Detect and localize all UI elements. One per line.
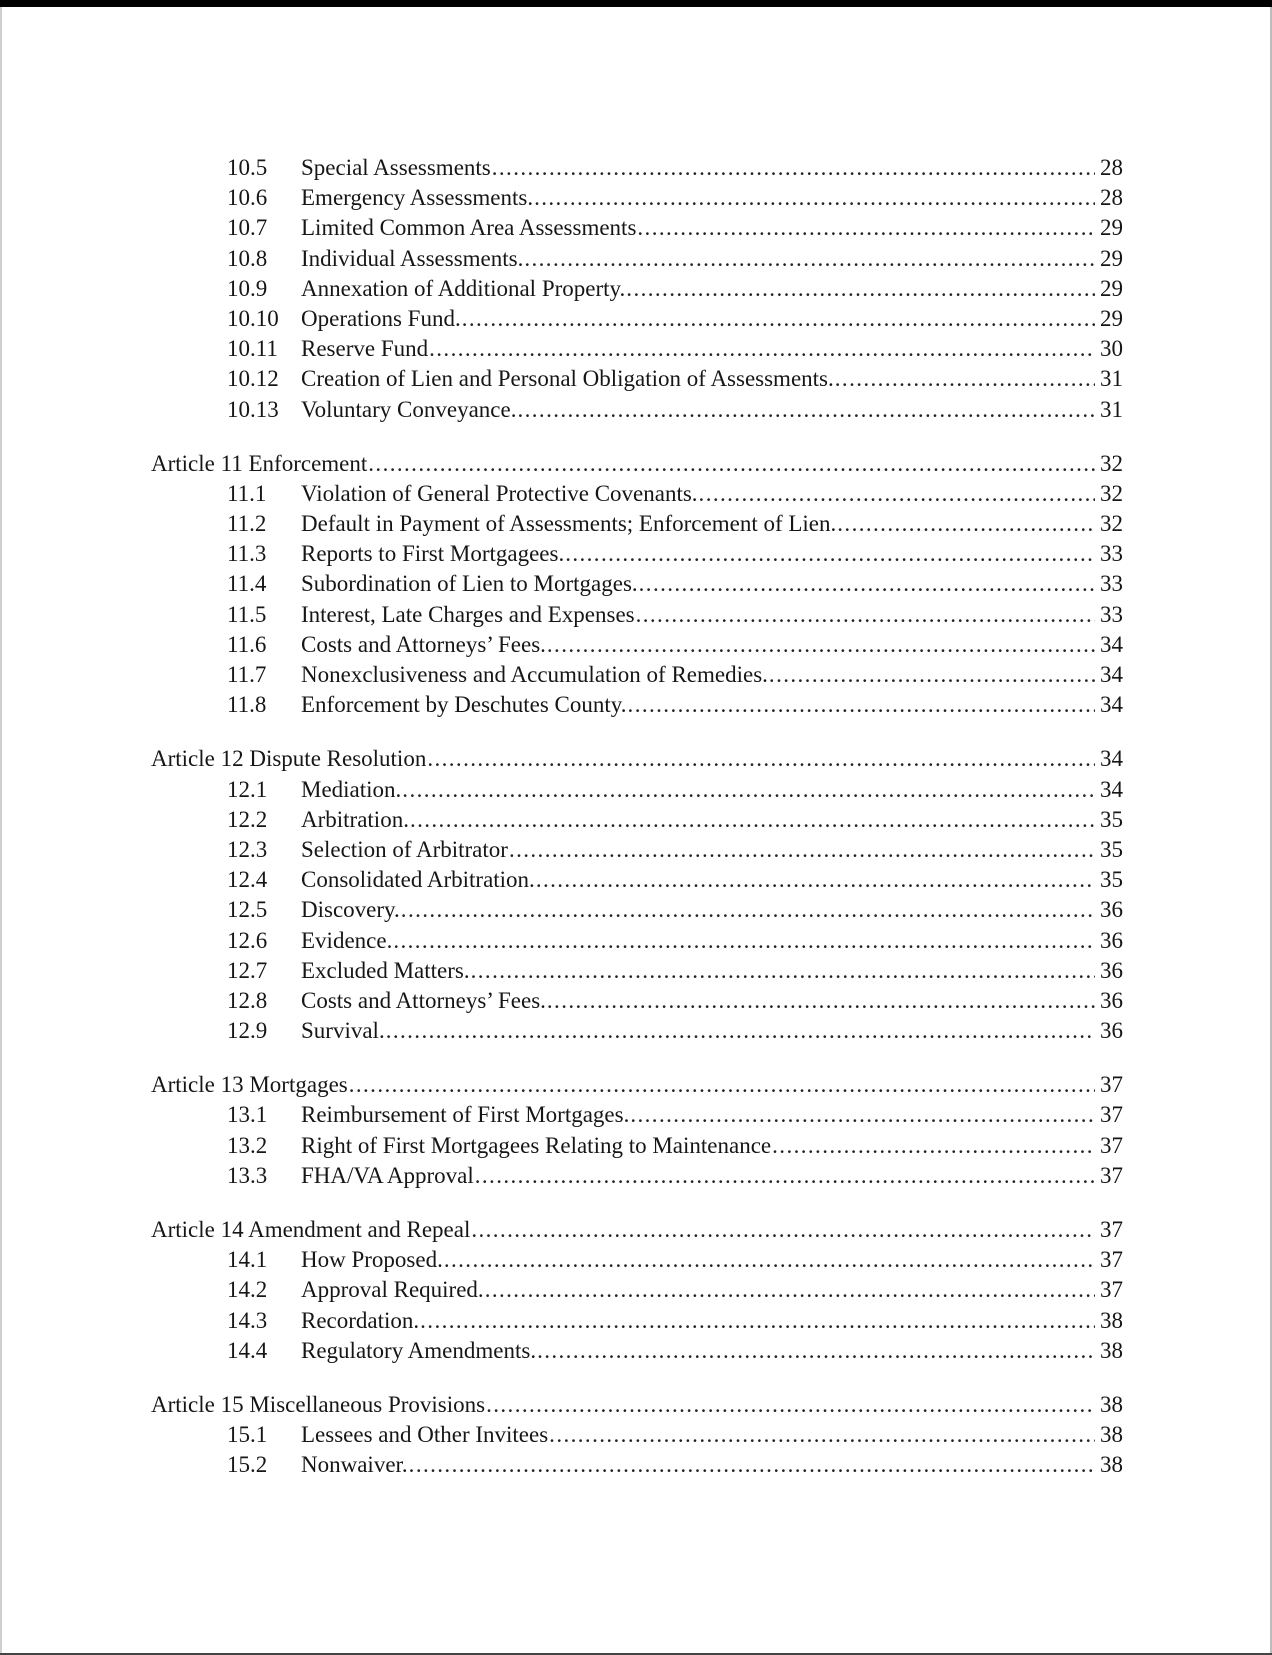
toc-section-entry (151, 1306, 1123, 1336)
dot-leader (636, 600, 1095, 630)
dot-leader (486, 1390, 1095, 1420)
page-number: 38 (1100, 1452, 1123, 1478)
page-number: 35 (1100, 867, 1123, 893)
page-number: 32 (1100, 450, 1123, 476)
toc-section-entry (151, 986, 1123, 1016)
dot-leader (420, 1306, 1095, 1336)
section-title: Consolidated Arbitration. (301, 867, 535, 893)
section-title: Lessees and Other Invitees (301, 1422, 549, 1448)
toc-section-entry (151, 244, 1123, 274)
toc-section-entry (151, 956, 1123, 986)
section-title: Operations Fund. (301, 305, 461, 331)
table-of-contents (151, 153, 1123, 1505)
section-number: 10.6 (227, 185, 268, 211)
section-number: 14.4 (227, 1337, 268, 1363)
toc-article-heading (151, 1070, 1123, 1100)
section-title: Arbitration. (301, 806, 409, 832)
dot-leader (401, 895, 1095, 925)
toc-section-entry (151, 479, 1123, 509)
toc-section-entry (151, 1450, 1123, 1480)
toc-section-entry (151, 304, 1123, 334)
section-number: 11.2 (227, 511, 267, 537)
section-title: Annexation of Additional Property. (301, 275, 626, 301)
toc-section-entry (151, 1245, 1123, 1275)
toc-section-entry (151, 153, 1123, 183)
dot-leader (565, 539, 1095, 569)
section-number: 10.11 (227, 336, 278, 362)
dot-leader (772, 1131, 1095, 1161)
section-title: Default in Payment of Assessments; Enforcement of Lien. (301, 511, 837, 537)
section-title: How Proposed. (301, 1247, 443, 1273)
section-title: Discovery. (301, 897, 400, 923)
dot-leader (547, 986, 1095, 1016)
toc-section-entry (151, 1336, 1123, 1366)
toc-section-entry (151, 1275, 1123, 1305)
toc-section-entry (151, 630, 1123, 660)
section-number: 12.7 (227, 957, 268, 983)
section-number: 11.6 (227, 631, 267, 657)
toc-section-entry (151, 509, 1123, 539)
page-number: 34 (1100, 662, 1123, 687)
section-number: 15.1 (227, 1422, 268, 1448)
page-number: 32 (1100, 480, 1123, 506)
toc-section-entry (151, 895, 1123, 925)
section-title: Excluded Matters. (301, 957, 470, 983)
page-number: 38 (1100, 1391, 1123, 1417)
toc-section-entry (151, 213, 1123, 243)
section-number: 15.2 (227, 1452, 268, 1478)
toc-section-entry (151, 1161, 1123, 1191)
toc-section-entry (151, 395, 1123, 425)
page-number: 38 (1100, 1337, 1123, 1363)
toc-article-heading (151, 744, 1123, 774)
section-title: Reports to First Mortgagees. (301, 541, 565, 567)
page-number: 35 (1100, 836, 1123, 862)
page-number: 32 (1100, 511, 1123, 537)
page-number: 29 (1100, 215, 1123, 241)
toc-section-entry (151, 1420, 1123, 1450)
page-number: 31 (1100, 366, 1123, 392)
dot-leader (537, 1336, 1095, 1366)
dot-leader (509, 835, 1095, 865)
section-title: Mediation. (301, 776, 402, 802)
dot-leader (471, 956, 1095, 986)
dot-leader (444, 1245, 1095, 1275)
page-number: 29 (1100, 305, 1123, 331)
section-title: FHA/VA Approval (301, 1162, 474, 1188)
section-title: Regulatory Amendments. (301, 1337, 537, 1363)
toc-article-group (151, 1390, 1123, 1481)
section-number: 11.5 (227, 601, 267, 627)
dot-leader (536, 865, 1095, 895)
toc-section-entry (151, 183, 1123, 213)
toc-article-group (151, 1215, 1123, 1366)
toc-section-entry (151, 690, 1123, 720)
page-number: 34 (1100, 631, 1123, 657)
section-title: Approval Required. (301, 1277, 484, 1303)
section-number: 12.5 (227, 897, 268, 923)
section-title: Individual Assessments. (301, 245, 524, 271)
toc-section-entry (151, 1100, 1123, 1130)
toc-section-entry (151, 334, 1123, 364)
section-number: 14.2 (227, 1277, 268, 1303)
page-number: 37 (1100, 1277, 1123, 1303)
page-number: 31 (1100, 396, 1123, 422)
toc-article-heading (151, 449, 1123, 479)
article-title: Article 12 Dispute Resolution (151, 746, 427, 772)
toc-article-group (151, 449, 1123, 721)
dot-leader (410, 805, 1095, 835)
section-number: 12.3 (227, 836, 268, 862)
page-number: 37 (1100, 1072, 1123, 1098)
section-title: Reserve Fund (301, 336, 429, 362)
section-title: Nonexclusiveness and Accumulation of Remedies. (301, 662, 768, 687)
page-number: 36 (1100, 957, 1123, 983)
toc-section-entry (151, 926, 1123, 956)
section-number: 14.1 (227, 1247, 268, 1273)
toc-article-heading (151, 1215, 1123, 1245)
section-number: 13.3 (227, 1162, 268, 1188)
page-number: 33 (1100, 571, 1123, 597)
dot-leader (475, 1161, 1095, 1191)
dot-leader (534, 183, 1095, 213)
toc-section-entry (151, 600, 1123, 630)
section-title: Reimbursement of First Mortgages. (301, 1102, 630, 1128)
dot-leader (628, 690, 1095, 720)
page-number: 33 (1100, 541, 1123, 567)
page-number: 35 (1100, 806, 1123, 832)
page-number: 38 (1100, 1422, 1123, 1448)
page-number: 37 (1100, 1217, 1123, 1242)
dot-leader (402, 775, 1095, 805)
dot-leader (769, 660, 1095, 690)
toc-article-group (151, 744, 1123, 1046)
toc-article-heading (151, 1390, 1123, 1420)
scan-top-border (0, 0, 1272, 7)
section-title: Limited Common Area Assessments (301, 215, 637, 241)
page-number: 36 (1100, 927, 1123, 953)
page-number: 29 (1100, 275, 1123, 301)
page-number: 29 (1100, 245, 1123, 271)
toc-section-entry (151, 274, 1123, 304)
section-title: Special Assessments (301, 155, 491, 180)
toc-section-entry (151, 805, 1123, 835)
section-title: Costs and Attorneys’ Fees. (301, 631, 546, 657)
dot-leader (471, 1215, 1095, 1245)
section-number: 12.6 (227, 927, 268, 953)
page-number: 37 (1100, 1162, 1123, 1188)
section-number: 10.5 (227, 155, 268, 180)
section-number: 10.10 (227, 305, 279, 331)
article-title: Article 14 Amendment and Repeal (151, 1217, 471, 1242)
toc-section-entry (151, 775, 1123, 805)
dot-leader (485, 1275, 1095, 1305)
section-title: Nonwaiver. (301, 1452, 408, 1478)
toc-section-entry (151, 660, 1123, 690)
toc-section-entry (151, 569, 1123, 599)
dot-leader (549, 1420, 1095, 1450)
section-title: Interest, Late Charges and Expenses (301, 601, 635, 627)
section-title: Voluntary Conveyance. (301, 396, 517, 422)
section-number: 12.8 (227, 987, 268, 1013)
page-number: 28 (1100, 185, 1123, 211)
page-number: 38 (1100, 1307, 1123, 1333)
dot-leader (492, 153, 1095, 183)
section-number: 10.9 (227, 275, 268, 301)
dot-leader (835, 364, 1095, 394)
section-title: Recordation. (301, 1307, 420, 1333)
page-number: 28 (1100, 155, 1123, 180)
section-number: 12.1 (227, 776, 268, 802)
toc-section-entry (151, 1131, 1123, 1161)
dot-leader (349, 1070, 1095, 1100)
toc-section-entry (151, 539, 1123, 569)
page-number: 34 (1100, 692, 1123, 718)
dot-leader (547, 630, 1095, 660)
dot-leader (427, 744, 1095, 774)
section-title: Enforcement by Deschutes County. (301, 692, 627, 718)
section-number: 14.3 (227, 1307, 268, 1333)
section-number: 11.1 (227, 480, 267, 506)
page-number: 37 (1100, 1247, 1123, 1273)
toc-section-entry (151, 835, 1123, 865)
page-number: 36 (1100, 1018, 1123, 1044)
section-number: 12.9 (227, 1018, 268, 1044)
section-number: 12.4 (227, 867, 268, 893)
section-title: Emergency Assessments. (301, 185, 534, 211)
section-title: Violation of General Protective Covenants. (301, 480, 698, 506)
scan-left-edge (0, 7, 2, 1655)
dot-leader (386, 1016, 1095, 1046)
section-title: Selection of Arbitrator (301, 836, 508, 862)
page-number: 37 (1100, 1102, 1123, 1128)
dot-leader (429, 334, 1095, 364)
section-number: 10.12 (227, 366, 279, 392)
article-title: Article 15 Miscellaneous Provisions (151, 1391, 486, 1417)
section-title: Costs and Attorneys’ Fees. (301, 987, 546, 1013)
section-title: Creation of Lien and Personal Obligation of Assessments. (301, 366, 834, 392)
section-number: 10.7 (227, 215, 268, 241)
toc-article-group (151, 153, 1123, 425)
section-number: 12.2 (227, 806, 268, 832)
toc-section-entry (151, 1016, 1123, 1046)
dot-leader (462, 304, 1095, 334)
section-number: 13.2 (227, 1132, 268, 1158)
section-title: Survival. (301, 1018, 385, 1044)
dot-leader (393, 926, 1095, 956)
toc-section-entry (151, 364, 1123, 394)
section-number: 11.4 (227, 571, 267, 597)
dot-leader (637, 213, 1095, 243)
page-number: 30 (1100, 336, 1123, 362)
section-number: 10.13 (227, 396, 279, 422)
section-number: 10.8 (227, 245, 268, 271)
dot-leader (699, 479, 1095, 509)
page-number: 36 (1100, 897, 1123, 923)
dot-leader (517, 395, 1095, 425)
page-number: 36 (1100, 987, 1123, 1013)
section-title: Subordination of Lien to Mortgages. (301, 571, 638, 597)
dot-leader (630, 1100, 1095, 1130)
article-title: Article 11 Enforcement (151, 450, 368, 476)
toc-article-group (151, 1070, 1123, 1191)
page-number: 34 (1100, 746, 1123, 772)
section-title: Evidence. (301, 927, 393, 953)
dot-leader (639, 569, 1095, 599)
dot-leader (524, 244, 1095, 274)
dot-leader (626, 274, 1095, 304)
article-title: Article 13 Mortgages (151, 1072, 348, 1098)
section-number: 11.8 (227, 692, 267, 718)
section-title: Right of First Mortgagees Relating to Maintenance (301, 1132, 772, 1158)
section-number: 13.1 (227, 1102, 268, 1128)
page-number: 33 (1100, 601, 1123, 627)
section-number: 11.3 (227, 541, 267, 567)
dot-leader (409, 1450, 1095, 1480)
section-number: 11.7 (227, 662, 267, 687)
page-number: 34 (1100, 776, 1123, 802)
dot-leader (368, 449, 1095, 479)
toc-section-entry (151, 865, 1123, 895)
dot-leader (837, 509, 1095, 539)
page-number: 37 (1100, 1132, 1123, 1158)
